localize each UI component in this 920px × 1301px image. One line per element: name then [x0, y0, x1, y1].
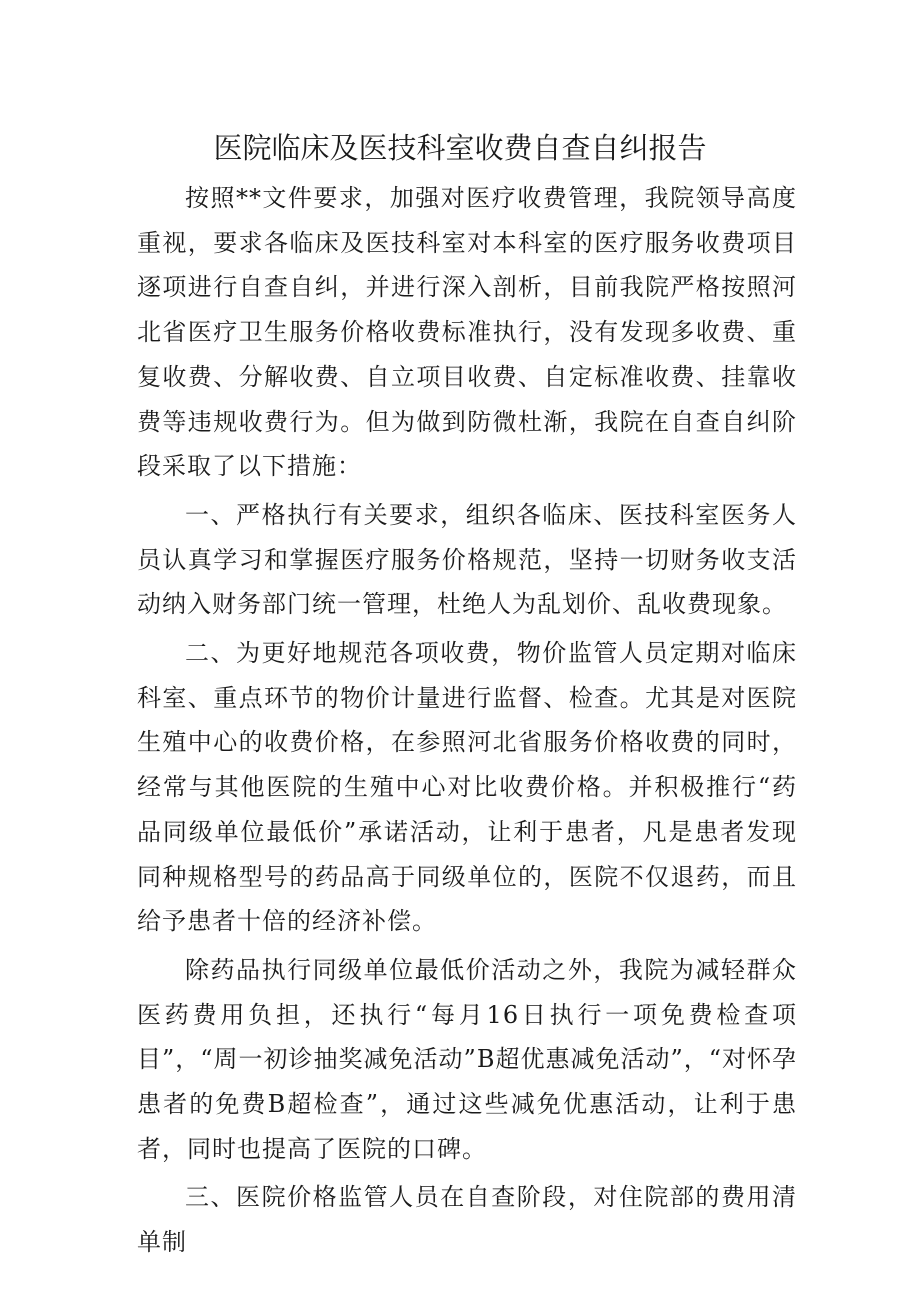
document-body	[137, 176, 797, 1265]
document-title: 医院临床及医技科室收费自查自纠报告	[213, 131, 707, 165]
paragraph-measure-two: 二、为更好地规范各项收费，物价监管人员定期对临床科室、重点环节的物价计量进行监督、检查。尤其是对医院生殖中心的收费价格，在参照河北省服务价格收费的同时，经常与其他医院的生殖中心对比收费价格。并积极推行“药品同级单位最低价”承诺活动，让利于患者，凡是患者发现同种规格型号的药品高于同级单位的，医院不仅退药，而且给予患者十倍的经济补偿。	[137, 639, 797, 936]
paragraph-measure-three: 三、医院价格监管人员在自查阶段，对住院部的费用清单制	[137, 1183, 797, 1257]
paragraph-discounts: 除药品执行同级单位最低价活动之外，我院为减轻群众医药费用负担，还执行“每月16日执行一项免费检查项目”，“周一初诊抽奖减免活动”B超优惠减免活动”，“对怀孕患者的免费B超检查”，通过这些减免优惠活动，让利于患者，同时也提高了医院的口碑。	[137, 955, 797, 1163]
paragraph-measure-one: 一、严格执行有关要求，组织各临床、医技科室医务人员认真学习和掌握医疗服务价格规范，坚持一切财务收支活动纳入财务部门统一管理，杜绝人为乱划价、乱收费现象。	[137, 500, 797, 619]
paragraph-intro: 按照**文件要求，加强对医疗收费管理，我院领导高度重视，要求各临床及医技科室对本科室的医疗服务收费项目逐项进行自查自纠，并进行深入剖析，目前我院严格按照河北省医疗卫生服务价格收费标准执行，没有发现多收费、重复收费、分解收费、自立项目收费、自定标准收费、挂靠收费等违规收费行为。但为做到防微杜渐，我院在自查自纠阶段采取了以下措施：	[137, 184, 797, 481]
